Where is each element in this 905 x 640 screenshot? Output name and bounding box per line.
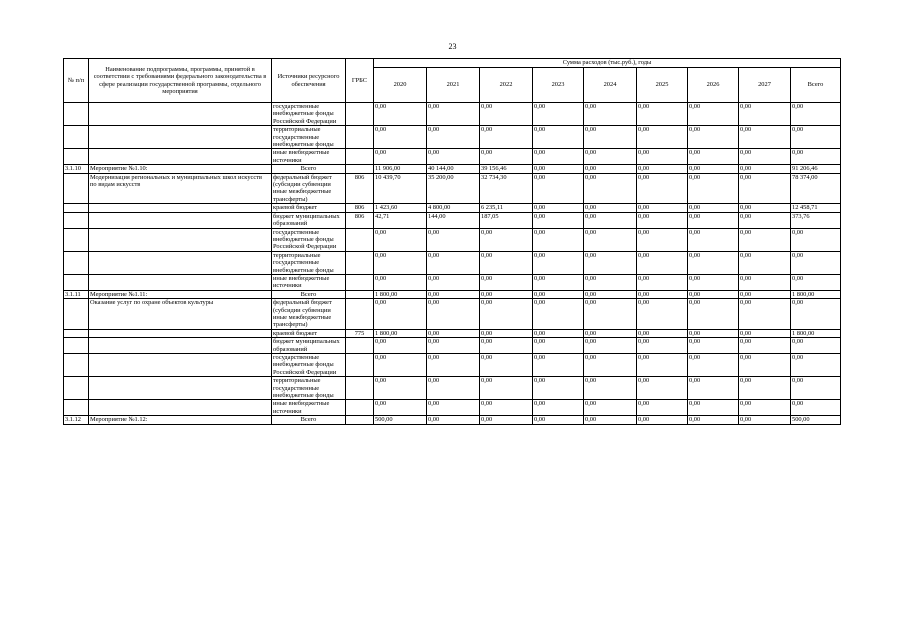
table-row	[64, 338, 841, 354]
year-value: 0,00	[739, 228, 791, 251]
grbs-code	[346, 290, 374, 298]
year-value: 0,00	[584, 290, 637, 298]
year-value: 0,00	[427, 299, 480, 330]
year-value: 0,00	[374, 354, 427, 377]
year-value: 0,00	[584, 165, 637, 173]
funding-source: бюджет муниципальных образований	[272, 338, 346, 354]
col-header-sum-group: Сумма расходов (тыс.руб.), годы	[374, 59, 841, 68]
total-value: 12 458,71	[791, 204, 841, 212]
grbs-code	[346, 103, 374, 126]
row-name	[89, 329, 272, 337]
year-value: 0,00	[688, 251, 739, 274]
year-value: 0,00	[584, 149, 637, 165]
table-row	[64, 377, 841, 400]
table-row	[64, 299, 841, 330]
year-value: 0,00	[374, 228, 427, 251]
row-number	[64, 274, 89, 290]
col-header-year: 2025	[637, 68, 688, 103]
year-value: 0,00	[480, 338, 533, 354]
total-value: 1 800,00	[791, 290, 841, 298]
funding-source: федеральный бюджет (субсидии субвенции иные межбюджетные трансферты)	[272, 173, 346, 204]
row-number	[64, 228, 89, 251]
table-row	[64, 416, 841, 424]
year-value: 4 800,00	[427, 204, 480, 212]
year-value: 0,00	[637, 290, 688, 298]
year-value: 0,00	[533, 290, 584, 298]
year-value: 0,00	[374, 377, 427, 400]
year-value: 0,00	[427, 416, 480, 424]
year-value: 0,00	[739, 149, 791, 165]
row-number	[64, 400, 89, 416]
funding-source: бюджет муниципальных образований	[272, 212, 346, 228]
year-value: 0,00	[427, 354, 480, 377]
year-value: 0,00	[533, 416, 584, 424]
year-value: 0,00	[533, 400, 584, 416]
year-value: 6 235,11	[480, 204, 533, 212]
col-header-source: Источники ресурсного обеспечения	[272, 59, 346, 103]
total-value: 0,00	[791, 251, 841, 274]
year-value: 0,00	[480, 416, 533, 424]
grbs-code	[346, 354, 374, 377]
year-value: 0,00	[427, 290, 480, 298]
year-value: 0,00	[688, 354, 739, 377]
col-header-num: № п/п	[64, 59, 89, 103]
year-value: 0,00	[374, 103, 427, 126]
year-value: 0,00	[480, 299, 533, 330]
year-value: 0,00	[637, 173, 688, 204]
year-value: 0,00	[637, 204, 688, 212]
year-value: 0,00	[739, 173, 791, 204]
grbs-code	[346, 165, 374, 173]
row-name	[89, 126, 272, 149]
table-row	[64, 290, 841, 298]
year-value: 0,00	[739, 165, 791, 173]
row-name	[89, 103, 272, 126]
year-value: 0,00	[739, 338, 791, 354]
year-value: 0,00	[374, 299, 427, 330]
table-row	[64, 126, 841, 149]
grbs-code	[346, 338, 374, 354]
year-value: 0,00	[637, 165, 688, 173]
grbs-code	[346, 416, 374, 424]
year-value: 39 156,46	[480, 165, 533, 173]
year-value: 0,00	[637, 329, 688, 337]
year-value: 0,00	[584, 299, 637, 330]
table-row	[64, 149, 841, 165]
funding-source: территориальные государственные внебюджетные фонды	[272, 126, 346, 149]
year-value: 0,00	[688, 377, 739, 400]
row-name	[89, 354, 272, 377]
year-value: 0,00	[739, 416, 791, 424]
total-value: 0,00	[791, 126, 841, 149]
year-value: 0,00	[427, 377, 480, 400]
funding-source: государственные внебюджетные фонды Российской Федерации	[272, 354, 346, 377]
year-value: 1 800,00	[374, 290, 427, 298]
year-value: 0,00	[374, 149, 427, 165]
year-value: 0,00	[739, 204, 791, 212]
year-value: 144,00	[427, 212, 480, 228]
year-value: 10 439,70	[374, 173, 427, 204]
year-value: 0,00	[688, 228, 739, 251]
year-value: 0,00	[637, 274, 688, 290]
year-value: 0,00	[584, 274, 637, 290]
row-number: 3.1.10	[64, 165, 89, 173]
funding-source: Всего	[272, 165, 346, 173]
total-value: 0,00	[791, 400, 841, 416]
year-value: 0,00	[480, 377, 533, 400]
year-value: 0,00	[427, 228, 480, 251]
row-number: 3.1.11	[64, 290, 89, 298]
row-name	[89, 251, 272, 274]
year-value: 0,00	[584, 173, 637, 204]
year-value: 0,00	[533, 204, 584, 212]
row-name	[89, 338, 272, 354]
total-value: 0,00	[791, 354, 841, 377]
year-value: 0,00	[533, 299, 584, 330]
year-value: 0,00	[637, 299, 688, 330]
year-value: 0,00	[739, 126, 791, 149]
year-value: 0,00	[533, 173, 584, 204]
table-row	[64, 274, 841, 290]
year-value: 0,00	[688, 126, 739, 149]
grbs-code	[346, 228, 374, 251]
year-value: 0,00	[374, 338, 427, 354]
grbs-code	[346, 377, 374, 400]
year-value: 0,00	[480, 228, 533, 251]
year-value: 0,00	[533, 251, 584, 274]
header-row	[64, 59, 841, 68]
year-value: 0,00	[584, 329, 637, 337]
year-value: 0,00	[688, 173, 739, 204]
year-value: 0,00	[480, 103, 533, 126]
table-row	[64, 228, 841, 251]
year-value: 0,00	[480, 354, 533, 377]
year-value: 0,00	[688, 103, 739, 126]
grbs-code: 806	[346, 173, 374, 204]
total-value: 0,00	[791, 228, 841, 251]
row-number	[64, 103, 89, 126]
year-value: 1 800,00	[374, 329, 427, 337]
funding-source: иные внебюджетные источники	[272, 400, 346, 416]
year-value: 0,00	[688, 290, 739, 298]
grbs-code	[346, 251, 374, 274]
row-number	[64, 299, 89, 330]
year-value: 0,00	[584, 212, 637, 228]
year-value: 0,00	[739, 329, 791, 337]
row-number	[64, 173, 89, 204]
year-value: 0,00	[374, 400, 427, 416]
row-number	[64, 338, 89, 354]
row-number	[64, 149, 89, 165]
year-value: 500,00	[374, 416, 427, 424]
year-value: 0,00	[533, 149, 584, 165]
year-value: 0,00	[533, 338, 584, 354]
col-header-grbs: ГРБС	[346, 59, 374, 103]
year-value: 0,00	[480, 126, 533, 149]
total-value: 0,00	[791, 299, 841, 330]
year-value: 0,00	[688, 299, 739, 330]
year-value: 0,00	[688, 416, 739, 424]
year-value: 0,00	[739, 299, 791, 330]
total-value: 500,00	[791, 416, 841, 424]
grbs-code: 806	[346, 212, 374, 228]
year-value: 0,00	[533, 212, 584, 228]
year-value: 0,00	[427, 126, 480, 149]
grbs-code: 806	[346, 204, 374, 212]
year-value: 0,00	[584, 354, 637, 377]
table-row	[64, 165, 841, 173]
table-row	[64, 354, 841, 377]
year-value: 0,00	[427, 274, 480, 290]
year-value: 0,00	[688, 149, 739, 165]
table-row	[64, 400, 841, 416]
funding-source: краевой бюджет	[272, 204, 346, 212]
year-value: 0,00	[584, 416, 637, 424]
row-name	[89, 149, 272, 165]
total-value: 0,00	[791, 274, 841, 290]
grbs-code	[346, 274, 374, 290]
row-number	[64, 126, 89, 149]
year-value: 40 144,00	[427, 165, 480, 173]
year-value: 0,00	[374, 126, 427, 149]
year-value: 0,00	[374, 274, 427, 290]
funding-source: государственные внебюджетные фонды Российской Федерации	[272, 228, 346, 251]
table-row	[64, 204, 841, 212]
year-value: 0,00	[739, 212, 791, 228]
funding-source: иные внебюджетные источники	[272, 149, 346, 165]
grbs-code	[346, 400, 374, 416]
year-value: 0,00	[637, 354, 688, 377]
year-value: 0,00	[480, 290, 533, 298]
year-value: 0,00	[533, 103, 584, 126]
row-name	[89, 204, 272, 212]
row-number	[64, 377, 89, 400]
grbs-code: 775	[346, 329, 374, 337]
total-value: 0,00	[791, 149, 841, 165]
row-number	[64, 354, 89, 377]
row-name	[89, 377, 272, 400]
total-value: 0,00	[791, 103, 841, 126]
year-value: 0,00	[637, 212, 688, 228]
col-header-year: 2026	[688, 68, 739, 103]
grbs-code	[346, 126, 374, 149]
table-row	[64, 329, 841, 337]
col-header-year: 2027	[739, 68, 791, 103]
funding-source: краевой бюджет	[272, 329, 346, 337]
row-name: Мероприятие №1.12:	[89, 416, 272, 424]
year-value: 0,00	[584, 103, 637, 126]
row-number: 3.1.12	[64, 416, 89, 424]
year-value: 0,00	[637, 377, 688, 400]
year-value: 0,00	[480, 274, 533, 290]
year-value: 0,00	[533, 329, 584, 337]
year-value: 0,00	[688, 400, 739, 416]
total-value: 78 374,00	[791, 173, 841, 204]
funding-source: иные внебюджетные источники	[272, 274, 346, 290]
year-value: 0,00	[584, 400, 637, 416]
year-value: 32 734,30	[480, 173, 533, 204]
year-value: 0,00	[637, 126, 688, 149]
row-name: Мероприятие №1.10:	[89, 165, 272, 173]
year-value: 0,00	[688, 274, 739, 290]
year-value: 0,00	[688, 212, 739, 228]
year-value: 0,00	[480, 251, 533, 274]
funding-source: государственные внебюджетные фонды Российской Федерации	[272, 103, 346, 126]
year-value: 0,00	[688, 204, 739, 212]
total-value: 0,00	[791, 377, 841, 400]
year-value: 11 906,00	[374, 165, 427, 173]
year-value: 0,00	[739, 354, 791, 377]
year-value: 0,00	[427, 400, 480, 416]
year-value: 0,00	[584, 338, 637, 354]
year-value: 0,00	[533, 165, 584, 173]
year-value: 0,00	[739, 377, 791, 400]
year-value: 0,00	[637, 251, 688, 274]
year-value: 42,71	[374, 212, 427, 228]
col-header-total: Всего	[791, 68, 841, 103]
expenditure-table	[63, 58, 841, 425]
year-value: 187,05	[480, 212, 533, 228]
year-value: 0,00	[584, 377, 637, 400]
year-value: 0,00	[688, 338, 739, 354]
row-name	[89, 400, 272, 416]
year-value: 1 423,60	[374, 204, 427, 212]
table-row	[64, 173, 841, 204]
funding-source: территориальные государственные внебюджетные фонды	[272, 377, 346, 400]
year-value: 0,00	[480, 400, 533, 416]
grbs-code	[346, 149, 374, 165]
table-row	[64, 251, 841, 274]
year-value: 0,00	[533, 274, 584, 290]
year-value: 0,00	[533, 377, 584, 400]
year-value: 0,00	[374, 251, 427, 274]
year-value: 0,00	[584, 204, 637, 212]
year-value: 0,00	[637, 149, 688, 165]
row-name: Мероприятие №1.11:	[89, 290, 272, 298]
row-name	[89, 212, 272, 228]
row-name: Модернизация региональных и муниципальных школ искусств по видам искусств	[89, 173, 272, 204]
year-value: 0,00	[637, 416, 688, 424]
col-header-year: 2021	[427, 68, 480, 103]
year-value: 0,00	[480, 149, 533, 165]
funding-source: Всего	[272, 290, 346, 298]
row-number	[64, 212, 89, 228]
page-number: 23	[448, 42, 457, 51]
year-value: 0,00	[427, 149, 480, 165]
row-name	[89, 228, 272, 251]
year-value: 0,00	[637, 338, 688, 354]
col-header-year: 2020	[374, 68, 427, 103]
year-value: 0,00	[533, 354, 584, 377]
col-header-name: Наименование подпрограммы, программы, принятой в соответствии с требованиями федерального законодательства в сфере реализации государственной программы, отдельного мероприятия	[89, 59, 272, 103]
year-value: 0,00	[637, 228, 688, 251]
col-header-year: 2023	[533, 68, 584, 103]
year-value: 0,00	[739, 274, 791, 290]
year-value: 0,00	[480, 329, 533, 337]
year-value: 0,00	[427, 251, 480, 274]
year-value: 0,00	[533, 228, 584, 251]
col-header-year: 2022	[480, 68, 533, 103]
year-value: 0,00	[584, 126, 637, 149]
year-value: 0,00	[739, 103, 791, 126]
row-number	[64, 329, 89, 337]
row-number	[64, 204, 89, 212]
year-value: 0,00	[584, 251, 637, 274]
year-value: 0,00	[427, 103, 480, 126]
funding-source: федеральный бюджет (субсидии субвенции иные межбюджетные трансферты)	[272, 299, 346, 330]
total-value: 1 800,00	[791, 329, 841, 337]
total-value: 91 206,46	[791, 165, 841, 173]
table-row	[64, 103, 841, 126]
row-number	[64, 251, 89, 274]
row-name	[89, 274, 272, 290]
year-value: 0,00	[688, 165, 739, 173]
row-name: Оказание услуг по охране объектов культуры	[89, 299, 272, 330]
total-value: 373,76	[791, 212, 841, 228]
funding-source: территориальные государственные внебюджетные фонды	[272, 251, 346, 274]
year-value: 0,00	[427, 329, 480, 337]
col-header-year: 2024	[584, 68, 637, 103]
year-value: 35 200,00	[427, 173, 480, 204]
grbs-code	[346, 299, 374, 330]
funding-source: Всего	[272, 416, 346, 424]
year-value: 0,00	[739, 251, 791, 274]
year-value: 0,00	[637, 400, 688, 416]
year-value: 0,00	[637, 103, 688, 126]
year-value: 0,00	[739, 290, 791, 298]
year-value: 0,00	[533, 126, 584, 149]
table-row	[64, 212, 841, 228]
year-value: 0,00	[739, 400, 791, 416]
total-value: 0,00	[791, 338, 841, 354]
year-value: 0,00	[584, 228, 637, 251]
year-value: 0,00	[427, 338, 480, 354]
year-value: 0,00	[688, 329, 739, 337]
